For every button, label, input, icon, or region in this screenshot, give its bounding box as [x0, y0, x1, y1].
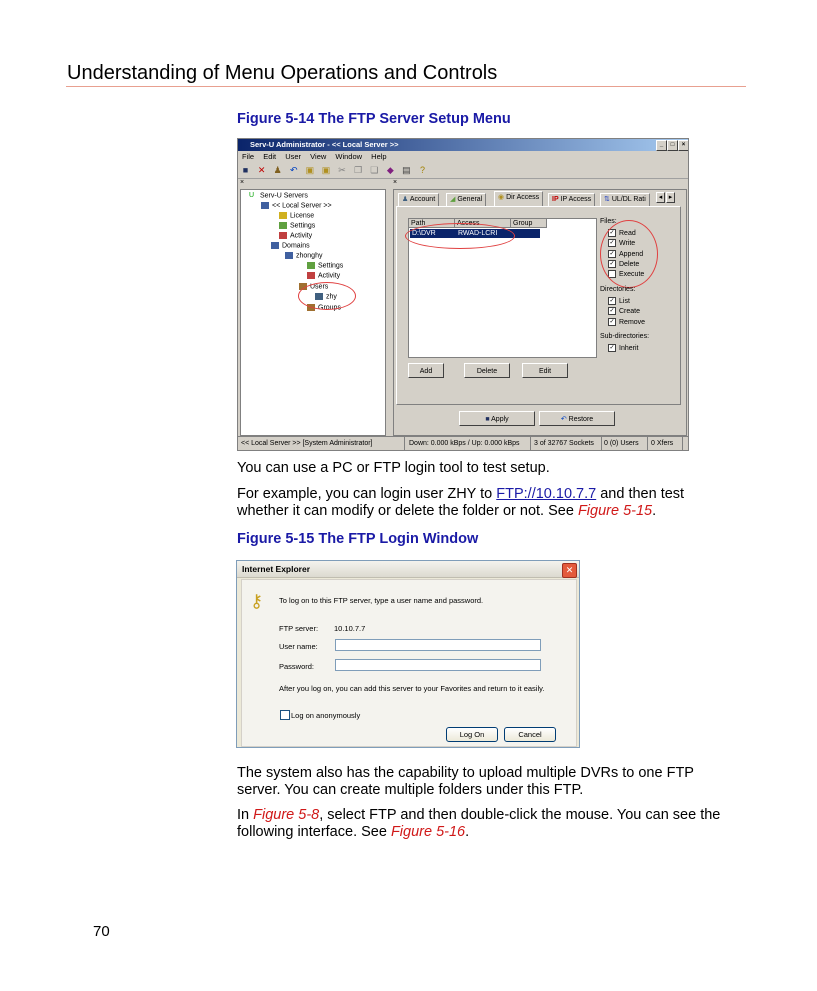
apply-icon: ■	[485, 416, 490, 423]
checkbox-list-box: ✓	[609, 298, 615, 304]
cut-icon[interactable]: ✂	[338, 165, 346, 175]
minimize-icon[interactable]: _	[656, 140, 667, 151]
row-access: RWAD-LCRI	[458, 230, 498, 237]
close-icon[interactable]: ×	[678, 140, 689, 151]
dialog-title-bar	[237, 561, 579, 578]
directories-label: Directories:	[600, 286, 636, 293]
tree-item-groups[interactable]: Groups	[307, 304, 341, 311]
add-button[interactable]: Add	[408, 363, 444, 378]
highlight-circle	[600, 220, 658, 288]
password-label: Password:	[279, 662, 315, 671]
checkbox-delete[interactable]: ✓ Delete	[609, 260, 640, 268]
status-server: << Local Server >> [System Administrator]	[238, 437, 405, 451]
server-tree-panel	[240, 189, 386, 436]
column-header-group[interactable]: Group	[511, 219, 547, 228]
tab-account[interactable]: ♟ Account	[398, 193, 439, 206]
checkbox-list[interactable]: ✓ List	[609, 297, 630, 305]
left-pane-close-icon[interactable]: ×	[240, 179, 245, 186]
servu-toolbar	[238, 164, 688, 179]
servu-icon: U	[249, 192, 255, 199]
right-pane-close-icon[interactable]: ×	[393, 179, 398, 186]
help-icon[interactable]: ?	[420, 165, 426, 175]
row-path: D:\DVR	[412, 230, 436, 237]
user-properties-panel	[393, 189, 687, 436]
general-icon: ◢	[450, 196, 456, 203]
username-label: User name:	[279, 642, 318, 651]
servu-menu-bar	[238, 151, 688, 163]
status-throughput: Down: 0.000 kBps / Up: 0.000 kBps	[406, 437, 531, 451]
tree-item-activity[interactable]: Activity	[279, 232, 312, 239]
figure-5-16-reference[interactable]: Figure 5-16	[390, 824, 466, 840]
tree-item-user-zhy[interactable]: zhy	[315, 293, 337, 300]
apply-button[interactable]: ■ Apply	[459, 411, 535, 426]
figure-5-15-reference[interactable]: Figure 5-15	[577, 503, 653, 519]
checkbox-delete-box: ✓	[609, 261, 615, 267]
menu-file[interactable]: File	[242, 152, 255, 161]
folder-icon[interactable]: ▣	[321, 165, 331, 175]
tab-scroll-left-icon[interactable]: ◂	[656, 192, 665, 203]
username-input[interactable]	[335, 639, 541, 651]
cancel-button[interactable]: Cancel	[504, 727, 556, 742]
maximize-icon[interactable]: □	[667, 140, 678, 151]
anonymous-label: Log on anonymously	[291, 711, 361, 720]
tab-dir-access[interactable]: ◉ Dir Access	[494, 191, 543, 206]
highlight-circle	[298, 282, 356, 310]
highlight-circle	[405, 223, 515, 249]
ftp-login-dialog	[236, 560, 580, 748]
ftp-server-value: 10.10.7.7	[334, 624, 366, 633]
figure-5-8-reference[interactable]: Figure 5-8	[253, 807, 320, 823]
domains-icon	[271, 242, 279, 249]
password-input[interactable]	[335, 659, 541, 671]
servu-admin-screenshot	[237, 138, 689, 451]
checkbox-create-box: ✓	[609, 308, 615, 314]
dialog-note: After you log on, you can add this server to your Favorites and return to it easily.	[279, 684, 545, 693]
status-users: 0 (0) Users	[601, 437, 648, 451]
ftp-server-label: FTP server:	[279, 624, 319, 633]
tree-item-domains[interactable]: Domains	[271, 242, 310, 249]
status-sockets: 3 of 32767 Sockets	[531, 437, 602, 451]
checkbox-append-box: ✓	[609, 251, 615, 257]
settings-icon	[307, 262, 315, 269]
dialog-intro: To log on to this FTP server, type a user name and password.	[279, 596, 484, 605]
files-label: Files:	[600, 218, 617, 225]
ip-access-icon: IP	[552, 196, 559, 203]
tree-item-domain-activity[interactable]: Activity	[307, 272, 340, 279]
checkbox-write-box: ✓	[609, 240, 615, 246]
anonymous-checkbox[interactable]	[280, 710, 290, 720]
tools-icon[interactable]: ◆	[386, 165, 394, 175]
page-number: 70	[93, 923, 110, 940]
checkbox-write[interactable]: ✓ Write	[609, 239, 636, 247]
dir-access-icon: ◉	[498, 194, 505, 201]
ratio-icon: ⇅	[604, 196, 610, 203]
status-xfers: 0 Xfers	[648, 437, 683, 451]
activity-icon	[307, 272, 315, 279]
tab-scroll-right-icon[interactable]: ▸	[666, 192, 675, 203]
copy-icon[interactable]: ❐	[354, 165, 363, 175]
paragraph-test-setup: You can use a PC or FTP login tool to test setup.	[237, 460, 550, 476]
column-header-path[interactable]: Path	[409, 219, 455, 228]
checkbox-inherit[interactable]: ✓ Inherit	[609, 344, 639, 352]
paste-icon[interactable]: ❏	[370, 165, 379, 175]
tree-item-servers[interactable]: U Serv-U Servers	[249, 192, 308, 200]
checkbox-execute[interactable]: Execute	[608, 270, 644, 278]
domain-icon	[285, 252, 293, 259]
checkbox-read[interactable]: ✓ Read	[609, 229, 636, 237]
menu-user[interactable]: User	[285, 152, 302, 161]
subdirectories-label: Sub-directories:	[600, 333, 650, 340]
servu-status-bar	[238, 436, 688, 451]
tree-item-settings[interactable]: Settings	[279, 222, 315, 229]
server-icon	[261, 202, 269, 209]
tab-ul-dl-ratio[interactable]: ⇅ UL/DL Rati	[600, 193, 650, 206]
tree-item-domain-settings[interactable]: Settings	[307, 262, 343, 269]
ftp-link[interactable]: FTP://10.10.7.7	[496, 486, 597, 502]
key-icon	[279, 212, 287, 219]
column-header-access[interactable]: Access	[455, 219, 511, 228]
keys-icon: ⚷	[250, 591, 264, 611]
settings-icon	[279, 222, 287, 229]
restore-icon: ↶	[560, 416, 567, 423]
checkbox-create[interactable]: ✓ Create	[609, 307, 641, 315]
user-icon[interactable]: ♟	[273, 165, 282, 175]
paragraph-multiple-dvrs: The system also has the capability to upload multiple DVRs to one FTP server. You can create multiple folders under this FTP.	[237, 765, 694, 798]
checkbox-append[interactable]: ✓ Append	[609, 250, 644, 258]
delete-button[interactable]: Delete	[464, 363, 510, 378]
dir-access-list[interactable]	[408, 218, 597, 358]
checkbox-read-box: ✓	[609, 230, 615, 236]
tree-item-local-server[interactable]: << Local Server >>	[261, 202, 332, 209]
delete-icon[interactable]: ✕	[257, 165, 266, 175]
tab-general[interactable]: ◢ General	[446, 193, 486, 206]
save-icon[interactable]: ■	[242, 165, 249, 175]
paragraph-select-ftp: In Figure 5-8, select FTP and then double-click the mouse. You can see the following interface. See Figure 5-16.	[237, 807, 721, 840]
folder-up-icon[interactable]: ▣	[305, 165, 315, 175]
restore-button[interactable]: ↶ Restore	[539, 411, 615, 426]
menu-help[interactable]: Help	[371, 152, 387, 161]
undo-icon[interactable]: ↶	[290, 165, 298, 175]
menu-view[interactable]: View	[310, 152, 327, 161]
checkbox-inherit-box: ✓	[609, 345, 615, 351]
figure-5-15-caption: Figure 5-15 The FTP Login Window	[237, 531, 479, 547]
edit-button[interactable]: Edit	[522, 363, 568, 378]
dialog-title: Internet Explorer	[242, 564, 311, 574]
tree-item-license[interactable]: License	[279, 212, 314, 219]
header-divider	[66, 86, 746, 87]
checkbox-remove-box: ✓	[609, 319, 615, 325]
tree-item-users[interactable]: Users	[299, 283, 328, 290]
menu-window[interactable]: Window	[335, 152, 363, 161]
page-header-title: Understanding of Menu Operations and Controls	[67, 62, 498, 84]
activity-icon	[279, 232, 287, 239]
servu-title-bar	[238, 139, 688, 151]
print-icon[interactable]: ▤	[402, 165, 411, 175]
menu-edit[interactable]: Edit	[263, 152, 277, 161]
log-on-button[interactable]: Log On	[446, 727, 498, 742]
tab-ip-access[interactable]: IP IP Access	[548, 193, 595, 206]
checkbox-remove[interactable]: ✓ Remove	[609, 318, 646, 326]
dialog-body	[241, 579, 577, 747]
figure-5-14-caption: Figure 5-14 The FTP Server Setup Menu	[237, 111, 511, 127]
paragraph-login-example: For example, you can login user ZHY to FTP://10.10.7.7 and then test whether it can modify or delete the folder or not. See Figure 5-15.	[237, 486, 685, 519]
close-icon[interactable]: ✕	[562, 563, 577, 578]
servu-window-title: Serv-U Administrator - << Local Server >>	[250, 140, 399, 149]
account-icon: ♟	[402, 196, 409, 203]
tree-item-domain-zhonghy[interactable]: zhonghy	[285, 252, 322, 259]
